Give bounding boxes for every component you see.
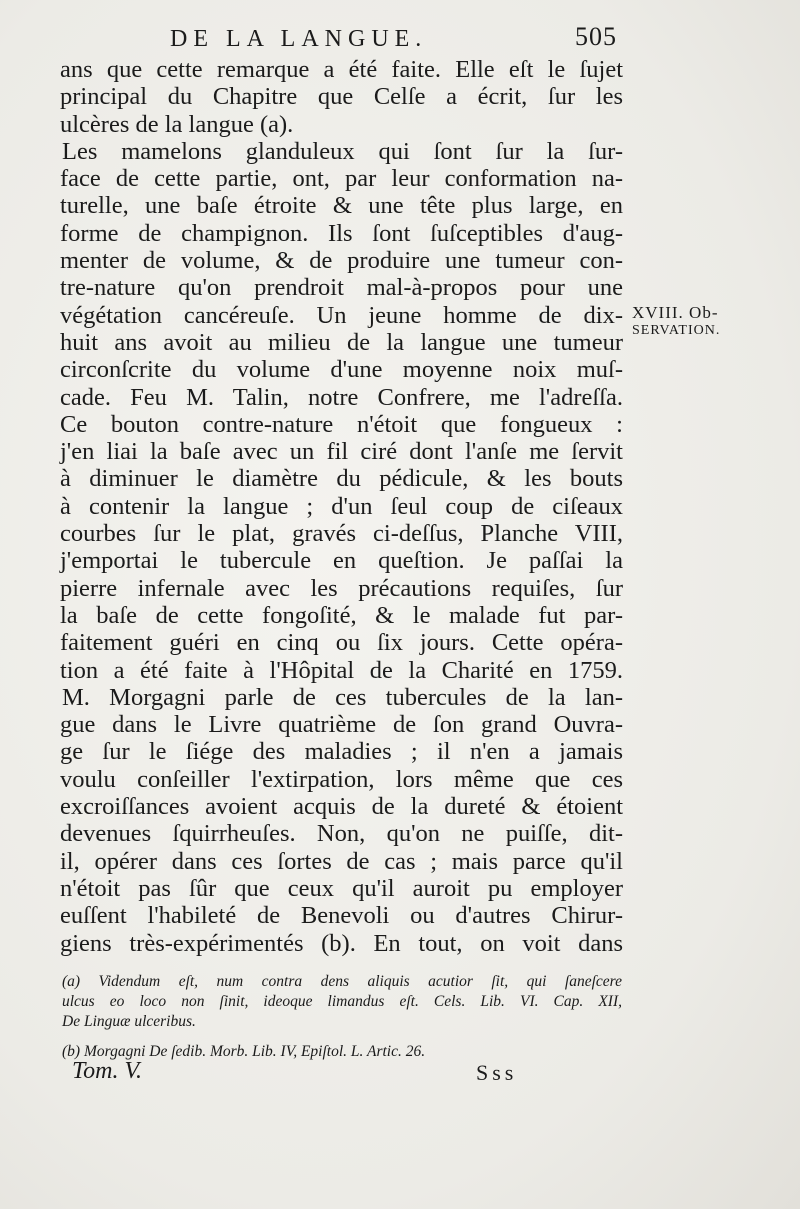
text-line: huit ans avoit au milieu de la langue une tumeur [60, 328, 623, 356]
text-line: tre-nature qu'on prendroit mal-à-propos pour une [60, 274, 623, 302]
margin-note-line: SERVATION. [632, 323, 721, 338]
page-footer [72, 1058, 552, 1088]
text-line: gue dans le Livre quatrième de ſon grand Ouvra- [60, 711, 623, 739]
footnote-a-line: (a) Videndum eſt, num contra dens aliquis acutior ſit, qui ſaneſcere [62, 973, 622, 990]
text-line: j'emportai le tubercule en queſtion. Je paſſai la [60, 547, 623, 575]
page-number: 505 [575, 22, 617, 51]
text-line: giens très-expérimentés (b). En tout, on voit dans [60, 929, 623, 957]
text-line: à contenir la langue ; d'un ſeul coup de ciſeaux [60, 492, 623, 520]
text-line: pierre infernale avec les précautions requiſes, ſur [60, 574, 623, 602]
text-line: j'en liai la baſe avec un fil ciré dont l'anſe me ſervit [60, 438, 623, 466]
text-line: Ce bouton contre-nature n'étoit que fongueux : [60, 410, 623, 438]
margin-note-line: XVIII. Ob- [632, 303, 719, 322]
text-line: turelle, une baſe étroite & une tête plus large, en [60, 192, 623, 220]
text-line: ulcères de la langue (a). [60, 110, 294, 138]
text-line: circonſcrite du volume d'une moyenne noix muſ- [60, 356, 623, 384]
footnotes [62, 972, 622, 1062]
text-line: euſſent l'habileté de Benevoli ou d'autres Chirur- [60, 902, 623, 930]
signature-mark: Sss [476, 1060, 518, 1085]
volume-label: Tom. V. [72, 1058, 143, 1084]
text-line: principal du Chapitre que Celſe a écrit, ſur les [60, 83, 623, 111]
footnote-b: (b) Morgagni De ſedib. Morb. Lib. IV, Epiſtol. L. Artic. 26. [62, 1043, 426, 1060]
text-line: n'étoit pas ſûr que ceux qu'il auroit pu employer [60, 874, 623, 902]
running-title: DE LA LANGUE. [170, 26, 428, 52]
margin-note [632, 302, 782, 342]
text-line: devenues ſquirrheuſes. Non, qu'on ne puiſſe, dit- [60, 820, 623, 848]
text-line: végétation cancéreuſe. Un jeune homme de dix- [60, 301, 623, 329]
text-line: face de cette partie, ont, par leur conformation na- [60, 165, 623, 193]
text-line: courbes ſur le plat, gravés ci-deſſus, Planche VIII, [60, 520, 623, 548]
text-line: faitement guéri en cinq ou ſix jours. Cette opéra- [60, 629, 623, 657]
text-line: à diminuer le diamètre du pédicule, & les bouts [60, 465, 623, 493]
text-line: ans que cette remarque a été faite. Elle eſt le ſujet [60, 56, 623, 83]
footnote-a-line: De Linguæ ulceribus. [62, 1013, 196, 1030]
text-line: M. Morgagni parle de ces tubercules de la lan- [62, 683, 623, 711]
footnote-a-line: ulcus eo loco non ſinit, ideoque limandus eſt. Cels. Lib. VI. Cap. XII, [62, 993, 622, 1010]
text-line: la baſe de cette fongoſité, & le malade fut par- [60, 601, 623, 629]
text-line: excroiſſances avoient acquis de la dureté & étoient [60, 793, 623, 821]
text-line: ge ſur le ſiége des maladies ; il n'en a jamais [60, 738, 623, 766]
text-line: Les mamelons glanduleux qui ſont ſur la ſur- [62, 137, 623, 165]
text-line: forme de champignon. Ils ſont ſuſceptibles d'aug- [60, 219, 623, 247]
text-line: cade. Feu M. Talin, notre Confrere, me l'adreſſa. [60, 383, 623, 411]
text-line: tion a été faite à l'Hôpital de la Charité en 1759. [60, 656, 623, 684]
page-header [170, 22, 630, 60]
text-line: voulu conſeiller l'extirpation, lors même que ces [60, 765, 623, 793]
text-line: menter de volume, & de produire une tumeur con- [60, 247, 623, 275]
text-line: il, opérer dans ces ſortes de cas ; mais parce qu'il [60, 847, 623, 875]
main-text [60, 56, 623, 957]
